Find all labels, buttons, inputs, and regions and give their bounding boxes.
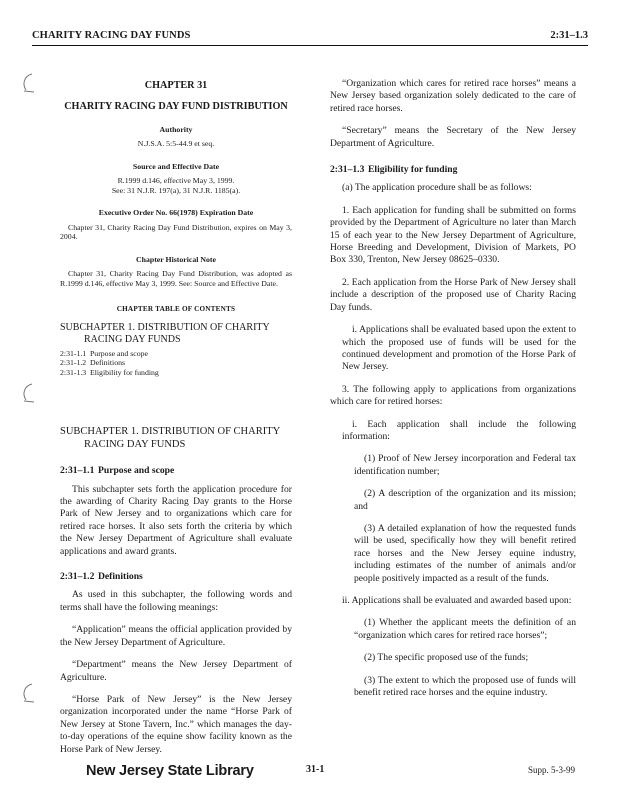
toc-item-title: Purpose and scope	[89, 349, 148, 358]
source-heading: Source and Effective Date	[132, 161, 220, 171]
definition-application: “Application” means the official application provided by the New Jersey Department of Agriculture.	[60, 624, 292, 648]
section-heading-1-3	[330, 164, 576, 176]
source-line: See: 31 N.J.R. 197(a), 31 N.J.R. 1185(a).	[111, 185, 241, 195]
chapter-number: CHAPTER 31	[144, 80, 208, 91]
toc-item-number: 2:31-1.3	[60, 367, 87, 377]
authority-text: N.J.S.A. 5:5-44.9 et seq.	[137, 139, 215, 149]
page-number: 31-1	[306, 764, 325, 775]
toc-item-title: Definitions	[89, 358, 126, 368]
purpose-paragraph: This subchapter sets forth the application procedure for the awarding of Charity Racing Day grants to the Horse Park of New Jersey and to organizations which care for retired race horses. It also sets forth the criteria by which the New Jersey Department of Agriculture shall evaluate applications and award grants.	[60, 483, 292, 557]
source-line: R.1999 d.146, effective May 3, 1999.	[117, 176, 235, 186]
definition-horse-park: “Horse Park of New Jersey” is the New Jersey organization incorporated under the name “Horse Park of New Jersey at Stone Tavern, Inc.” which manages the day-to-day operations of the equine show facility known as the Horse Park of New Jersey.	[60, 693, 292, 755]
paragraph-3-i-3: (3) A detailed explanation of how the requested funds will be used, specifically how they will benefit retired race horses and the New Jersey equine industry, including estimates of the number of animals and/or people positively impacted as a result of the funds.	[354, 522, 576, 584]
section-number: 2:31–1.3	[330, 164, 365, 176]
section-title: Eligibility for funding	[368, 164, 458, 176]
subchapter-line: RACING DAY FUNDS	[84, 439, 186, 451]
definition-department: “Department” means the New Jersey Department of Agriculture.	[60, 659, 292, 683]
section-number: 2:31–1.2	[60, 571, 95, 583]
paragraph-3-ii-1: (1) Whether the applicant meets the definition of an “organization which cares for retired race horses”;	[354, 617, 576, 641]
running-header-section: 2:31–1.3	[550, 30, 588, 41]
section-heading-1-2	[60, 571, 292, 583]
definitions-intro: As used in this subchapter, the following words and terms shall have the following meanings:	[60, 589, 292, 613]
toc-item-title: Eligibility for funding	[89, 367, 159, 377]
toc-item	[60, 349, 292, 358]
definition-organization: “Organization which cares for retired race horses” means a New Jersey based organization solely dedicated to the care of retired race horses.	[330, 78, 576, 114]
paragraph-3-ii-3: (3) The extent to which the proposed use of funds will benefit retired race horses and the equine industry.	[354, 674, 576, 699]
paragraph-3-ii: ii. Applications shall be evaluated and awarded based upon:	[342, 595, 572, 606]
paragraph-3-i-2: (2) A description of the organization and its mission; and	[354, 488, 576, 512]
left-column	[60, 78, 292, 756]
paragraph-2: 2. Each application from the Horse Park of New Jersey shall include a description of the proposed use of Charity Racing Day funds.	[330, 276, 576, 313]
subchapter-heading	[60, 425, 292, 451]
section-number: 2:31–1.1	[60, 465, 95, 477]
historical-note-text: Chapter 31, Charity Racing Day Fund Distribution, was adopted as R.1999 d.146, effective May 3, 1999. See: Source and Effective Date.	[60, 269, 292, 288]
authority-heading: Authority	[159, 124, 193, 134]
definition-secretary: “Secretary” means the Secretary of the New Jersey Department of Agriculture.	[330, 125, 576, 149]
library-stamp: New Jersey State Library	[86, 763, 254, 779]
section-heading-1-1	[60, 465, 292, 477]
historical-note-heading: Chapter Historical Note	[136, 255, 216, 264]
subchapter-line: SUBCHAPTER 1. DISTRIBUTION OF CHARITY	[60, 426, 281, 438]
toc-list	[60, 349, 292, 377]
paragraph-3: 3. The following apply to applications from organizations which care for retired horses:	[330, 383, 576, 408]
toc-subchapter-line: RACING DAY FUNDS	[84, 334, 181, 345]
supplement-date: Supp. 5-3-99	[528, 765, 575, 775]
toc-item-number: 2:31-1.2	[60, 358, 87, 368]
punch-hole-mark-icon	[18, 72, 38, 94]
right-column	[330, 78, 576, 699]
paragraph-1: 1. Each application for funding shall be submitted on forms provided by the Department of Agriculture no later than March 15 of each year to the New Jersey Department of Agriculture, Horse Breeding and Development, Division of Markets, PO Box 330, Trenton, New Jersey 08625–0330.	[330, 204, 576, 266]
toc-item-number: 2:31-1.1	[60, 349, 87, 358]
punch-hole-mark-icon	[18, 682, 38, 704]
punch-hole-mark-icon	[18, 382, 38, 404]
paragraph-a: (a) The application procedure shall be as follows:	[342, 182, 532, 194]
running-header	[32, 30, 588, 46]
toc-item	[60, 358, 292, 367]
toc-subchapter	[60, 322, 292, 346]
paragraph-3-i-1: (1) Proof of New Jersey incorporation and Federal tax identification number;	[354, 453, 576, 477]
paragraph-2-i: i. Applications shall be evaluated based upon the extent to which the proposed use of funds will be used for the continued development and promotion of the Horse Park of New Jersey.	[342, 324, 576, 373]
exec-order-heading: Executive Order No. 66(1978) Expiration Date	[98, 208, 254, 218]
toc-subchapter-line: SUBCHAPTER 1. DISTRIBUTION OF CHARITY	[60, 322, 270, 333]
paragraph-3-i: i. Each application shall include the following information:	[342, 418, 576, 442]
exec-order-text: Chapter 31, Charity Racing Day Fund Distribution, expires on May 3, 2004.	[60, 222, 292, 242]
section-title: Purpose and scope	[98, 465, 175, 477]
section-title: Definitions	[98, 571, 143, 583]
running-header-title: CHARITY RACING DAY FUNDS	[32, 30, 191, 41]
toc-heading: CHAPTER TABLE OF CONTENTS	[116, 304, 236, 313]
paragraph-3-ii-2: (2) The specific proposed use of the funds;	[364, 652, 529, 664]
toc-item	[60, 368, 292, 377]
chapter-title: CHARITY RACING DAY FUND DISTRIBUTION	[64, 101, 288, 113]
